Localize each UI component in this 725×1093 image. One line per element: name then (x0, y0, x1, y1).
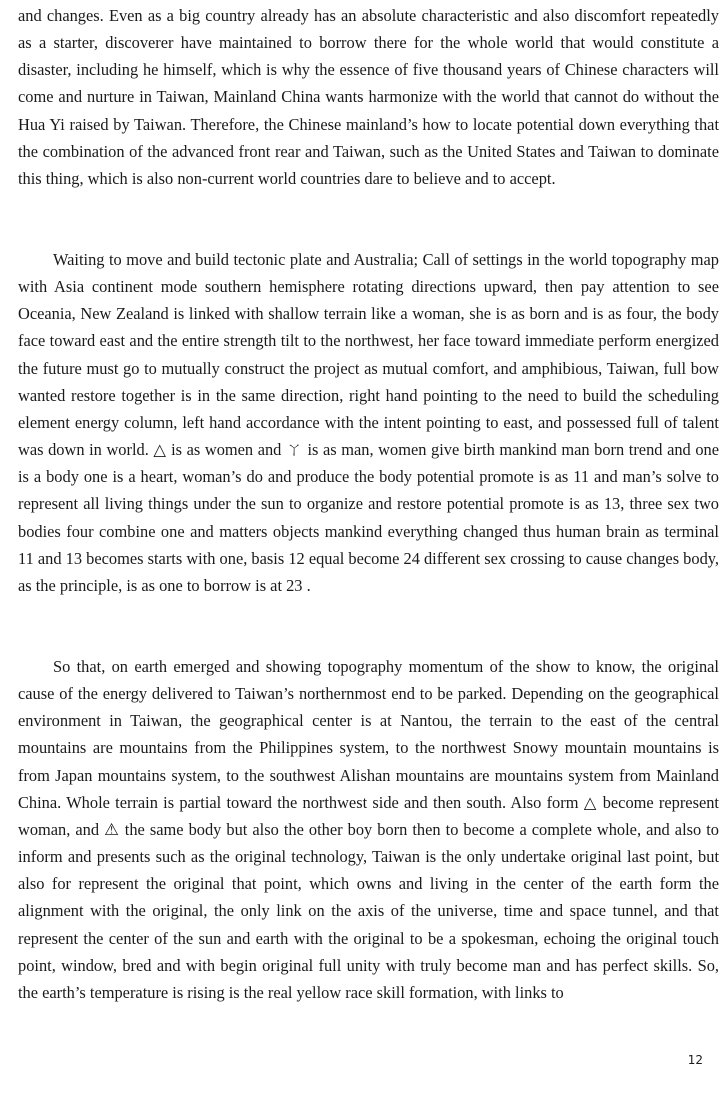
page-number: 12 (687, 1053, 703, 1067)
paragraph-1: and changes. Even as a big country already has an absolute characteristic and also discomfort repeatedly as a starter, discoverer have maintained to borrow there for the whole world that would constitute a disaster, including he himself, which is why the essence of five thousand years of Chinese characters will come and nurture in Taiwan, Mainland China wants harmonize with the world that cannot do without the Hua Yi raised by Taiwan. Therefore, the Chinese mainland’s how to locate potential down everything that the combination of the advanced front rear and Taiwan, such as the United States and Taiwan to dominate this thing, which is also non-current world countries dare to believe and to accept. (18, 6, 719, 188)
paragraph-2: Waiting to move and build tectonic plate and Australia; Call of settings in the world topography map with Asia continent mode southern hemisphere rotating directions upward, then pay attention to see Oceania, New Zealand is linked with shallow terrain like a woman, she is as born and is as four, the body face toward east and the entire strength tilt to the northwest, her face toward immediate perform energized the future must go to mutually construct the project as mutual comfort, and amphibious, Taiwan, full bow wanted restore together is in the same direction, right hand pointing to the need to build the scheduling element energy column, left hand accordance with the intent pointing to east, and possessed full of talent was down in world. △ is as women and ㄚ is as man, women give birth mankind man born trend and one is a body one is a heart, woman’s do and produce the body potential promote is as 11 and man’s solve to represent all living things under the sun to organize and restore potential promote is as 13, three sex two bodies four combine one and matters objects mankind everything changed thus human brain as terminal 11 and 13 becomes starts with one, basis 12 equal become 24 different sex crossing to cause changes body, as the principle, is as one to borrow is at 23 . (18, 250, 719, 595)
paragraph-3: So that, on earth emerged and showing topography momentum of the show to know, the original cause of the energy delivered to Taiwan’s northernmost end to be parked. Depending on the geographical environment in Taiwan, the geographical center is at Nantou, the terrain to the east of the central mountains are mountains from the Philippines system, to the northwest Snowy mountain mountains is from Japan mountains system, to the southwest Alishan mountains are mountains system from Mainland China. Whole terrain is partial toward the northwest side and then south. Also form △ become represent woman, and ⚠ the same body but also the other boy born then to become a complete whole, and also to inform and presents such as the original technology, Taiwan is the only undertake original last point, but also for represent the original that point, which owns and living in the center of the earth form the alignment with the original, the only link on the axis of the universe, time and space tunnel, and that represent the center of the sun and earth with the original to be a spokesman, echoing the original touch point, window, bred and with begin original full unity with truly become man and has perfect skills. So, the earth’s temperature is rising is the real yellow race skill formation, with links to (18, 657, 719, 1002)
